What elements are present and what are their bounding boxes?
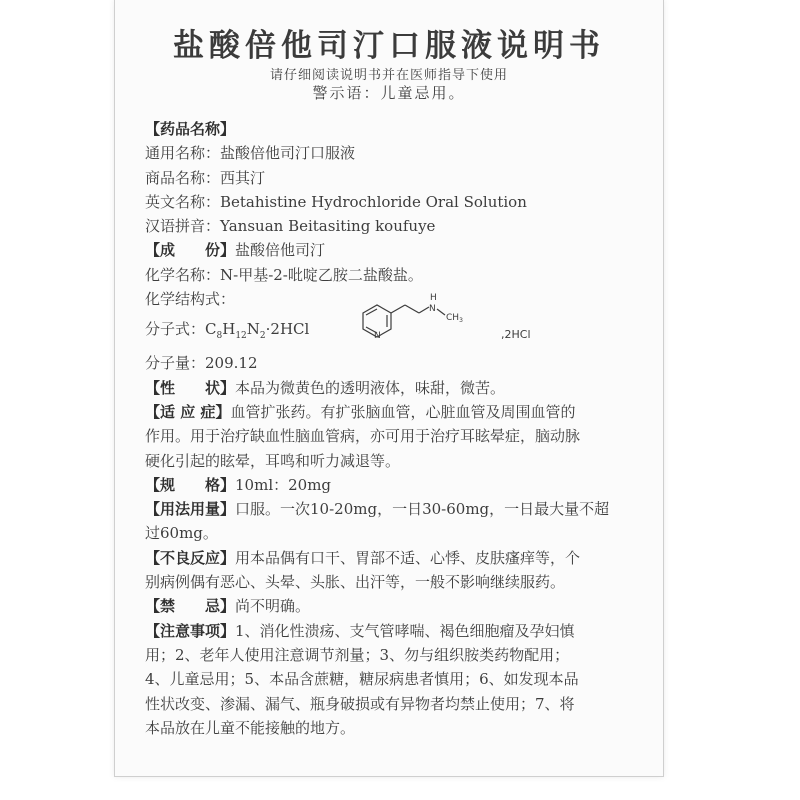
- trade-name: 商品名称：西其汀: [145, 168, 266, 187]
- indications-line-3: 硬化引起的眩晕，耳鸣和听力减退等。: [145, 451, 401, 470]
- precautions-row: [145, 619, 657, 643]
- molecular-formula: [145, 317, 309, 348]
- methyl-group: [446, 313, 463, 324]
- document-body: [145, 117, 657, 740]
- properties-label: 【性 状】: [145, 378, 236, 397]
- indications-line-2: 作用。用于治疗缺血性脑血管病，亦可用于治疗耳眩晕症，脑动脉: [145, 427, 581, 446]
- amine-nitrogen: N: [429, 304, 436, 315]
- formula-c-sub: 8: [216, 331, 223, 342]
- precautions-line-2: 用；2、老年人使用注意调节剂量；3、勿与组织胺类药物配用；: [145, 645, 570, 664]
- precautions-label: 【注意事项】: [145, 621, 236, 640]
- formula-label: 分子式：: [145, 320, 206, 339]
- adverse-row: [145, 546, 657, 570]
- properties-row: [145, 376, 657, 400]
- usage-line-2: 过60mg。: [145, 524, 218, 543]
- generic-name: 通用名称：盐酸倍他司汀口服液: [145, 144, 356, 163]
- precautions-line-3: 4、儿童忌用；5、本品含蔗糖，糖尿病患者慎用；6、如发现本品: [145, 670, 579, 689]
- english-name: 英文名称：Betahistine Hydrochloride Oral Solution: [145, 192, 527, 211]
- chemical-structure-diagram: [345, 293, 495, 351]
- spec-label: 【规 格】: [145, 475, 236, 494]
- formula-h: H: [222, 320, 236, 339]
- composition-value: 盐酸倍他司汀: [235, 241, 326, 260]
- indications-line-1: 血管扩张药。有扩张脑血管，心脏血管及周围血管的: [230, 402, 576, 421]
- formula-n-sub: 2: [259, 331, 266, 342]
- usage-line-1: 口服。一次10-20mg，一日30-60mg，一日最大量不超: [235, 500, 610, 519]
- structure-label: 化学结构式：: [145, 290, 236, 309]
- drug-name-heading: 【药品名称】: [145, 120, 236, 138]
- indications-label: 【适 应 症】: [145, 402, 231, 421]
- precautions-line-5: 本品放在儿童不能接触的地方。: [145, 718, 356, 737]
- spec-row: [145, 473, 657, 497]
- methyl-ch: CH: [446, 313, 460, 324]
- adverse-line-1: 用本品偶有口干、胃部不适、心悸、皮肤瘙痒等，个: [235, 548, 581, 567]
- molecular-weight: 分子量：209.12: [145, 354, 258, 373]
- formula-suffix: ·2HCl: [265, 320, 310, 339]
- formula-h-sub: 12: [235, 331, 247, 342]
- document-title: 盐酸倍他司汀口服液说明书: [173, 28, 605, 64]
- composition-label: 【成 份】: [145, 241, 236, 260]
- precautions-line-1: 1、消化性溃疡、支气管哮喘、褐色细胞瘤及孕妇慎: [235, 621, 575, 640]
- properties-value: 本品为微黄色的透明液体，味甜，微苦。: [235, 378, 506, 397]
- pinyin-name: 汉语拼音：Yansuan Beitasiting koufuye: [145, 217, 436, 236]
- chemical-name: 化学名称：N-甲基-2-吡啶乙胺二盐酸盐。: [145, 265, 423, 284]
- contraindications-label: 【禁 忌】: [145, 597, 236, 616]
- contraindications-value: 尚不明确。: [235, 597, 311, 616]
- contraindications-row: [145, 594, 657, 618]
- composition-row: [145, 238, 657, 262]
- adverse-label: 【不良反应】: [145, 548, 236, 567]
- usage-label: 【用法用量】: [145, 500, 236, 519]
- formula-n: N: [246, 320, 260, 339]
- spec-value: 10ml：20mg: [235, 475, 332, 494]
- document-subtitle: 请仔细阅读说明书并在医师指导下使用: [269, 68, 508, 83]
- precautions-line-4: 性状改变、渗漏、漏气、瓶身破损或有异物者均禁止使用；7、将: [145, 694, 575, 713]
- salt-label: ,2HCl: [501, 328, 531, 342]
- formula-c: C: [205, 320, 217, 339]
- methyl-sub: 3: [459, 317, 463, 325]
- instruction-sheet: [114, 0, 664, 777]
- indications-row: [145, 400, 657, 424]
- adverse-line-2: 别病例偶有恶心、头晕、头胀、出汗等，一般不影响继续服药。: [145, 573, 566, 592]
- amine-hydrogen: H: [430, 293, 437, 304]
- usage-row: [145, 497, 657, 521]
- warning-text: 警示语：儿童忌用。: [312, 84, 466, 102]
- ring-nitrogen: N: [374, 331, 381, 342]
